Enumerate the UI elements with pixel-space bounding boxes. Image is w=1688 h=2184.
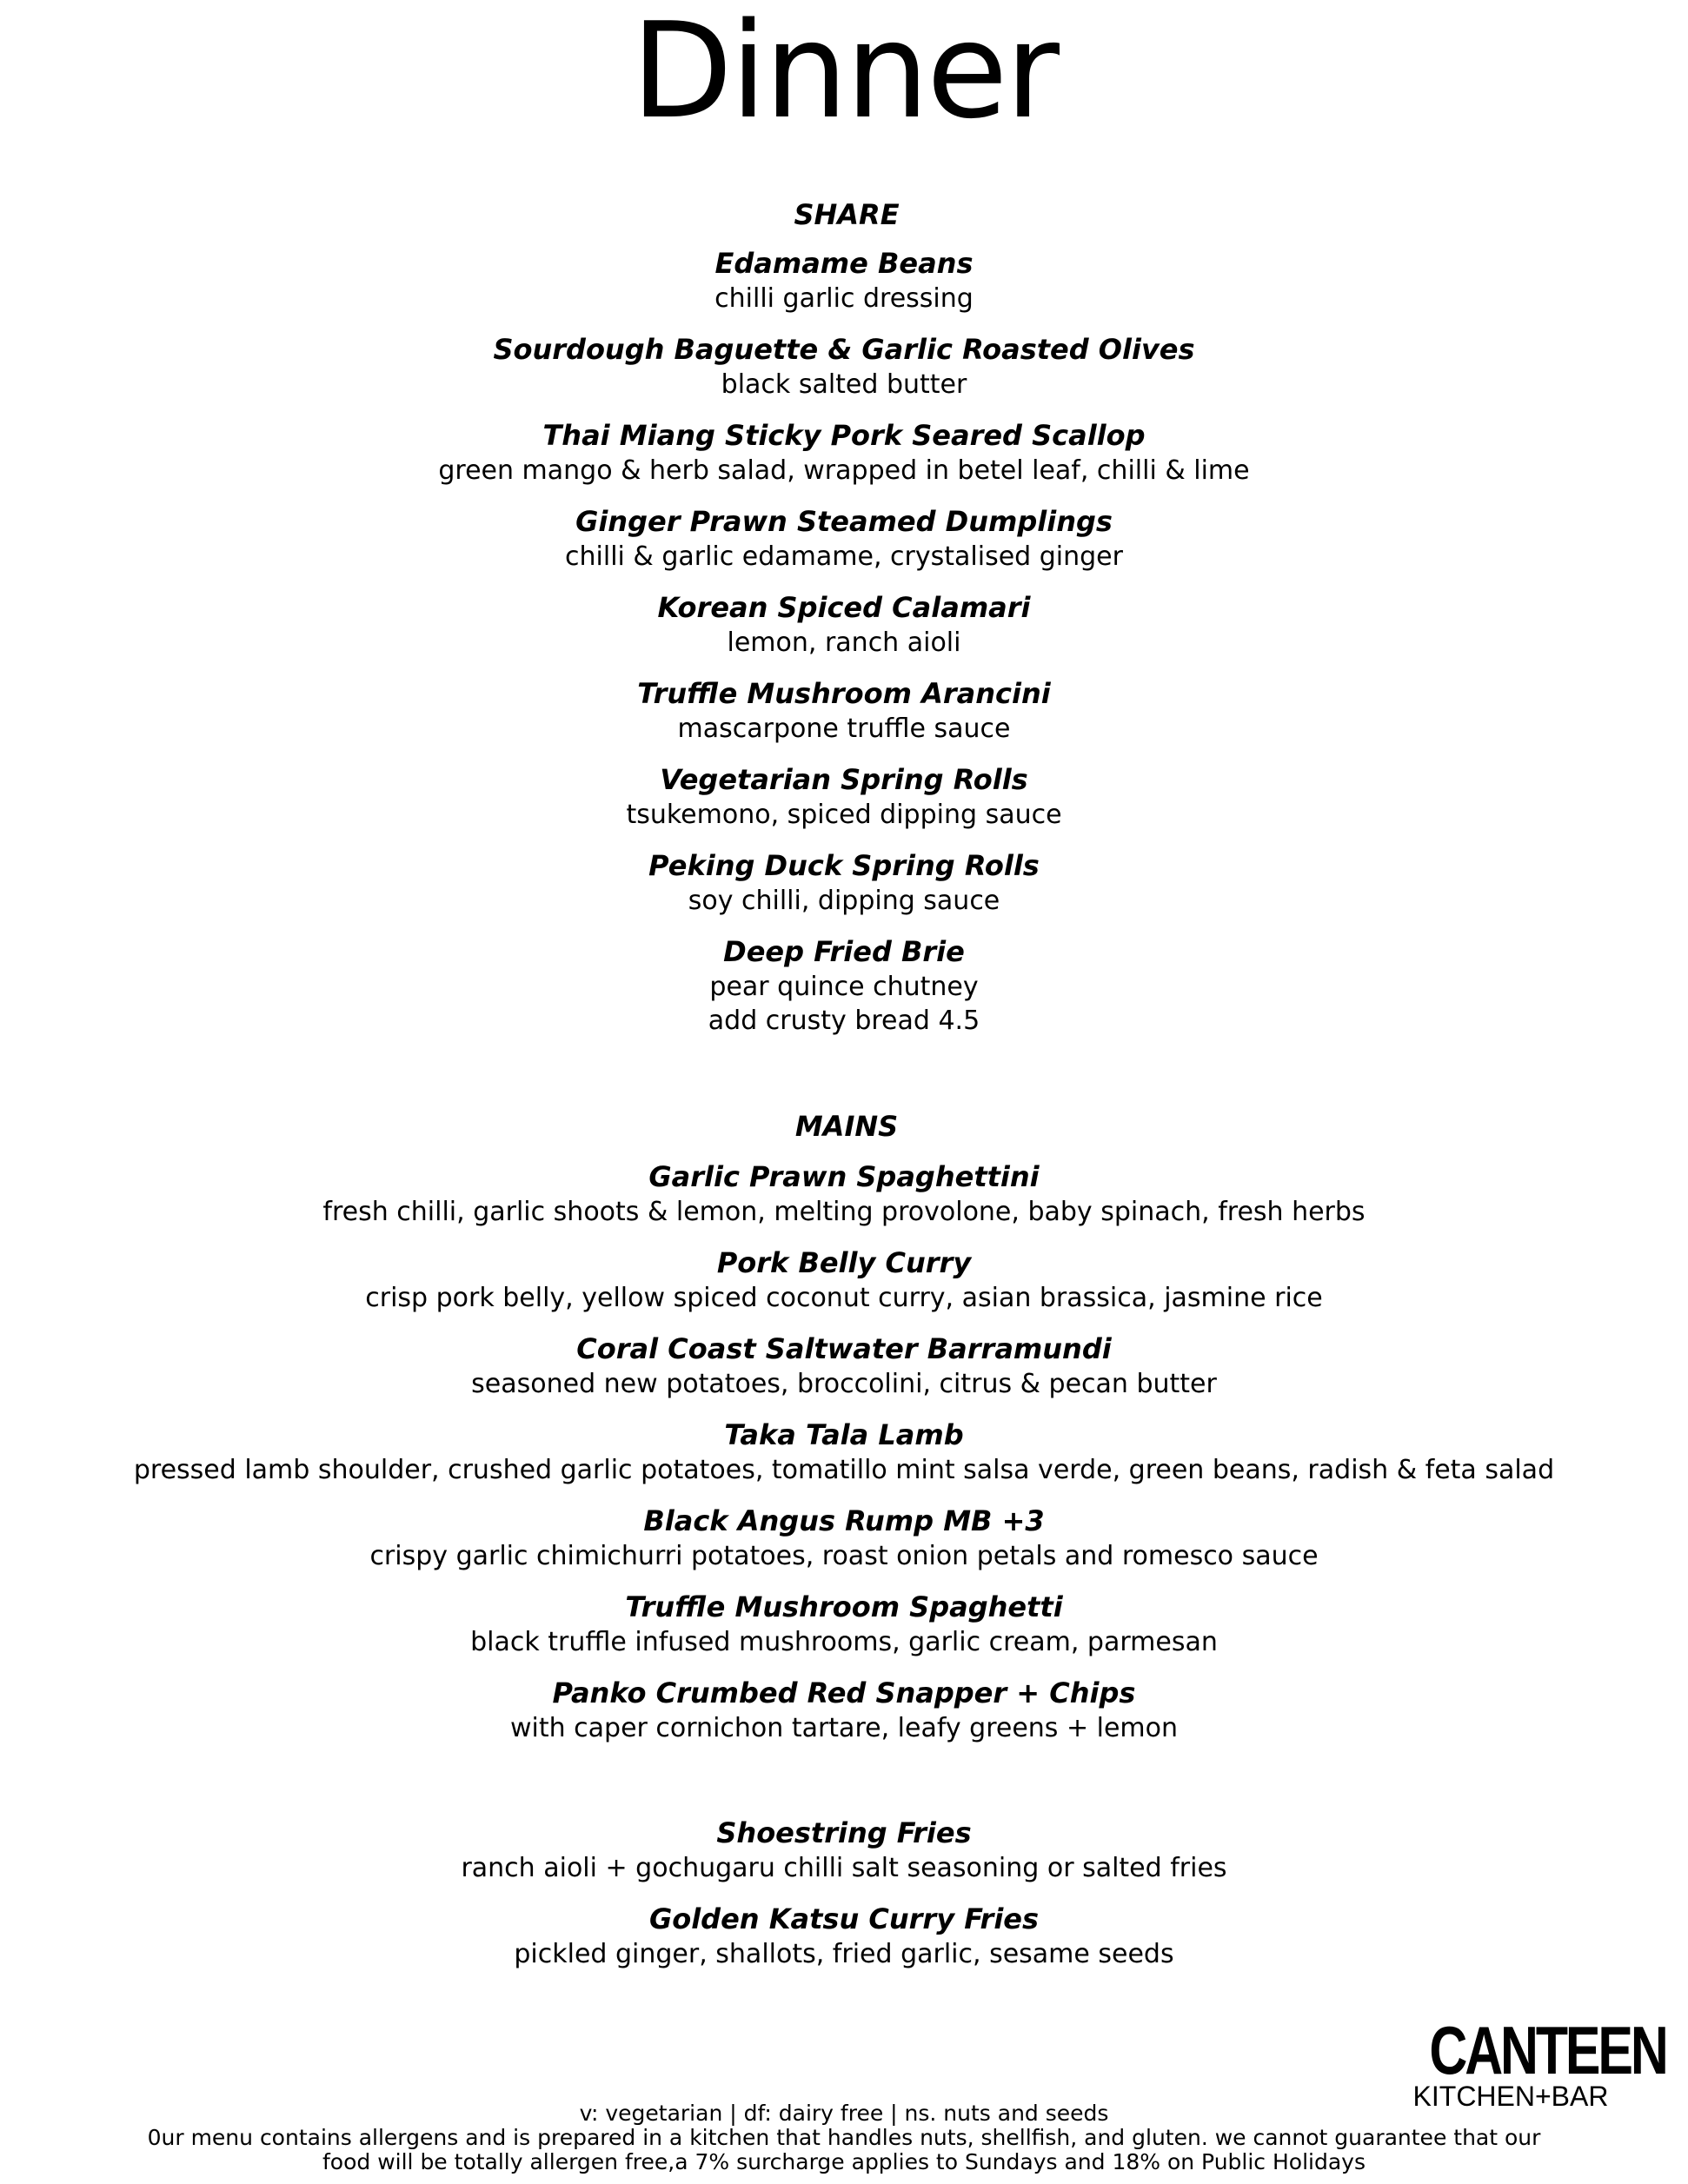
item-name: Shoestring Fries [716,1816,972,1849]
item-description: crisp pork belly, yellow spiced coconut curry, asian brassica, jasmine rice [365,1283,1323,1313]
item-name: Truffle Mushroom Arancini [637,677,1051,710]
sides-section [0,1815,1688,1987]
share-heading: SHARE [794,198,900,231]
menu-item [0,1815,1688,1885]
logo-wordmark: CANTEEN [1429,2012,1666,2088]
item-name: Golden Katsu Curry Fries [648,1902,1040,1935]
item-name: Garlic Prawn Spaghettini [648,1160,1040,1193]
page-title: Dinner [631,0,1057,148]
item-description: pear quince chutney [709,972,979,1002]
item-description: fresh chilli, garlic shoots & lemon, melting provolone, baby spinach, fresh herbs [322,1197,1366,1227]
item-description: mascarpone truffle sauce [677,714,1011,744]
item-description: green mango & herb salad, wrapped in betel leaf, chilli & lime [438,455,1250,486]
dietary-legend: v: vegetarian | df: dairy free | ns. nuts and seeds [579,2101,1109,2126]
menu-item [0,417,1688,488]
logo-subtitle: KITCHEN+BAR [1412,2081,1609,2112]
item-description: pickled ginger, shallots, fried garlic, sesame seeds [514,1939,1174,1969]
item-name: Edamame Beans [714,247,974,280]
item-description: lemon, ranch aioli [727,627,961,658]
menu-item [0,1589,1688,1659]
item-description: black truffle infused mushrooms, garlic cream, parmesan [470,1627,1218,1657]
menu-item [0,331,1688,402]
item-name: Coral Coast Saltwater Barramundi [576,1332,1112,1365]
menu-item [0,1245,1688,1315]
menu-item [0,1417,1688,1487]
item-name: Peking Duck Spring Rolls [648,849,1040,882]
item-description: seasoned new potatoes, broccolini, citrus & pecan butter [471,1369,1217,1399]
item-description: crispy garlic chimichurri potatoes, roast onion petals and romesco sauce [369,1541,1319,1571]
menu-item [0,1503,1688,1573]
share-section [0,196,1688,1053]
item-description: ranch aioli + gochugaru chilli salt seasoning or salted fries [461,1853,1227,1883]
item-description: soy chilli, dipping sauce [688,886,1000,916]
item-name: Black Angus Rump MB +3 [643,1504,1045,1537]
footer [0,2101,1688,2174]
menu-item [0,675,1688,746]
menu-item [0,589,1688,660]
item-description: chilli garlic dressing [714,283,974,314]
item-name: Thai Miang Sticky Pork Seared Scallop [542,419,1146,452]
canteen-logo [1406,2012,1666,2112]
item-name: Sourdough Baguette & Garlic Roasted Olives [493,333,1195,366]
item-name: Ginger Prawn Steamed Dumplings [575,505,1113,538]
item-name: Taka Tala Lamb [724,1418,964,1451]
item-name: Korean Spiced Calamari [657,591,1031,624]
item-name: Pork Belly Curry [716,1246,972,1279]
menu-item [0,1331,1688,1401]
menu-item [0,245,1688,315]
menu-item [0,761,1688,832]
mains-section [0,1108,1688,1761]
item-name: Panko Crumbed Red Snapper + Chips [552,1676,1136,1709]
menu-item [0,1901,1688,1971]
item-name: Deep Fried Brie [723,935,965,968]
item-description: tsukemono, spiced dipping sauce [626,800,1062,830]
item-name: Vegetarian Spring Rolls [660,763,1028,796]
mains-heading: MAINS [794,1110,899,1143]
menu-item [0,847,1688,918]
allergen-notice-line-1: 0ur menu contains allergens and is prepared in a kitchen that handles nuts, shellfish, and gluten. we cannot guarantee that our [147,2125,1541,2150]
item-description: pressed lamb shoulder, crushed garlic potatoes, tomatillo mint salsa verde, green beans, radish & feta salad [133,1455,1555,1485]
menu-item [0,1675,1688,1745]
menu-item [0,1158,1688,1229]
item-description: with caper cornichon tartare, leafy greens + lemon [509,1713,1179,1743]
allergen-notice-line-2: food will be totally allergen free,a 7% surcharge applies to Sundays and 18% on Public Holidays [322,2149,1366,2174]
item-name: Truffle Mushroom Spaghetti [625,1590,1063,1623]
item-description: chilli & garlic edamame, crystalised ginger [565,541,1123,572]
menu-item [0,503,1688,574]
item-description: black salted butter [721,369,967,400]
item-extra: add crusty bread 4.5 [708,1006,980,1036]
menu-item [0,933,1688,1038]
